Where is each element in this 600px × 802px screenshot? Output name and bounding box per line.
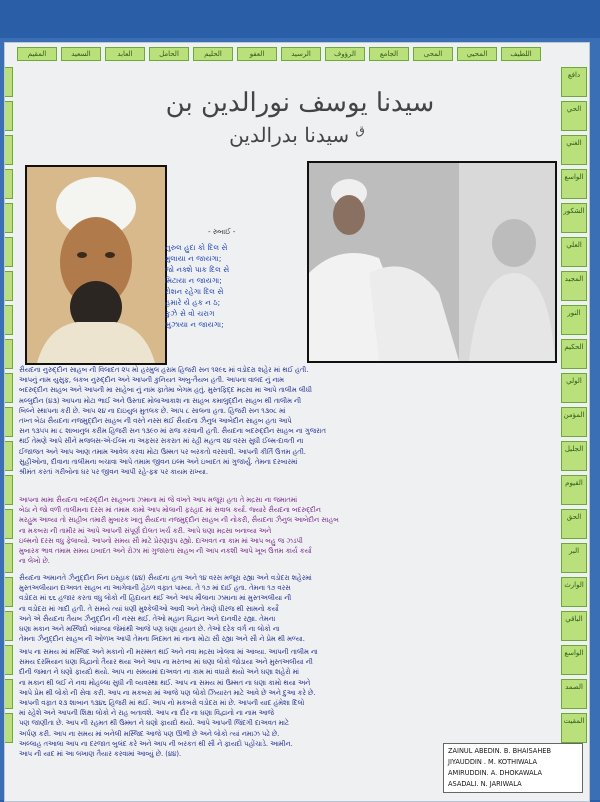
title-line-2: سیدنا بدرالدین <box>229 123 350 147</box>
border-tile <box>4 679 13 709</box>
border-tile <box>4 135 13 165</box>
verse-line: મિટાયા ન જાયગા; <box>165 276 222 285</box>
border-tile <box>4 543 13 573</box>
border-tile: العلي <box>561 237 587 267</box>
page-subtitle <box>95 123 505 147</box>
border-tile: المحى <box>413 47 453 61</box>
border-tile: دافع <box>561 67 587 97</box>
paragraph-line: શ્રીમંત કરતાં ગરીબોના ઘર પર જીવન આપી રહે-ફ્ક્ર પર કાયમ રાખ્યા. <box>19 468 208 476</box>
paragraph-line: આપના મામા સૈયદના બદરુદ્દીન સાહબના ઝમાના માં જે વખતે આપ મજૂરા હતા તે મદ્રસા ના જમાતમાં <box>19 496 298 504</box>
poster <box>4 42 590 802</box>
border-tile: الصمد <box>561 679 587 709</box>
page-title <box>95 88 505 118</box>
title-mark: ق <box>355 123 365 137</box>
border-tile: الحليم <box>193 47 233 61</box>
paragraph-line: અને એ સૈયદના તૈયબ ઝૈનુદ્દીન ની નસ્સ થઈ. તેઓ મહાન વિદ્વાન અને દાનવીર રહ્યા. તેમના <box>19 614 276 623</box>
paragraph-line: સન ૧૩૫૫ મા ૮ શાબાનુલ કરીમ હિજરી સન ૧૩૯૦ માં રાજ કરવાની હતી. સૈયદના બદરુદ્દીન સાહબ ના ગુજરાત <box>19 427 326 436</box>
border-tile: الحي <box>561 101 587 131</box>
display-board <box>0 38 600 800</box>
border-tile: الرؤوف <box>325 47 365 61</box>
paragraph-line: મુબારક ભાવ તમામ સમય ઇબાદત અને રોઝા માં ગુજારતા સાહબ ની આપ નકશી આપે ખૂબ ઉત્તમ કાર્ય કર્યા <box>19 547 312 555</box>
border-tile: الوارث <box>561 577 587 607</box>
border-tile: الحق <box>561 509 587 539</box>
verse-line: રોશન રહેગા દિલ સે <box>165 287 224 296</box>
border-tile <box>4 713 13 743</box>
paragraph-line: સમય દરમિયાન ઘણા વિદ્વાનો તૈયાર થયા અને આપ ના મરતબા માં ઘણા લોકો જોડાયા અને મુસ્તઅલીયા ની <box>19 658 313 667</box>
border-tile: الحامل <box>149 47 189 61</box>
border-tile: المقيت <box>561 713 587 743</box>
border-tile <box>4 271 13 301</box>
quatrain-heading: - રુબાઈ - <box>208 228 236 236</box>
paragraph-line: ના મકાન થી લઈ ને નવા મોહલ્લા સુધી ની વ્યવસ્થા થઈ. આપ ના સમય માં ઉમ્મત ના ઘણા કામો થયા અને <box>19 678 311 687</box>
border-tile: العابد <box>105 47 145 61</box>
verse-line: મુલાયા ન જાયગા; <box>165 254 222 263</box>
border-tile <box>4 67 13 97</box>
border-tile: السعيد <box>61 47 101 61</box>
paragraph-line: ઈજાજત અને આપ આણ તમામ આવેલ કરવા મોટા ઉમ્મત પર બરકતો વરસાવી. આપની કીર્તિ ઉત્તમ હતી. <box>19 447 306 456</box>
border-tile <box>4 237 13 267</box>
border-tile <box>4 101 13 131</box>
border-tile <box>4 373 13 403</box>
paragraph-line: આપે પ્રેમ થી લોકો ની સેવા કરી. આપ ના મકબરા માં આજે પણ લોકો ઝિયારત માટે આવે છે અને દુઆ કરે છે. <box>19 688 316 697</box>
paragraph-line: સૈયદના અમાનતે ઝૈનુદ્દીન બિન ઇસ્હાક (૪૪) સૈયદના હતા અને ૧૪ વરસ મજૂરા રહ્યા અને વડોદરા શહેરમાં <box>19 574 312 582</box>
paragraph-line: ના લેખો છે. <box>19 557 50 566</box>
paragraph-line: બિલ્ને સ્થાપના કરી છે. આપ ૨૪ ના દાઇયુલ મુતલક છે. આપ ૮ સાલના હતા. હિજરી સન ૧૩૦૮ માં <box>19 406 286 415</box>
border-tile: الباقي <box>561 611 587 641</box>
border-tile <box>4 475 13 505</box>
paragraph-line: બદરુદ્દીન સાહબ અને આપની મા સાહેબા નું નામ ફાતેમા બેગમ હતું. મુસ્તફિદ્દ મદ્રસા મા આપે તાલીમ લીધી <box>19 386 312 395</box>
verse-line: બુઝાયા ન જાયગા; <box>165 320 224 329</box>
paragraph-line: અર્પણ કરી. આપ ના સમય માં બનેલી મસ્જિદ આજે પણ ઊભી છે અને લોકો ત્યાં નમાઝ પઢે છે. <box>19 729 280 738</box>
border-tile <box>4 169 13 199</box>
border-tile <box>4 645 13 675</box>
border-tile: الواسع <box>561 169 587 199</box>
paragraph-line: અલ્લાહ તઆલા આપ ના દરજાત બુલંદ કરે અને આપ ની બરકત થી સૌ ને ફાયદો પહોંચાડે. આમીન. <box>19 739 293 748</box>
border-tile: الجامع <box>369 47 409 61</box>
verse-line: જો નક્શે પાક દિલ સે <box>165 265 230 274</box>
border-tile: البر <box>561 543 587 573</box>
border-tile: المؤمن <box>561 407 587 437</box>
border-tile: العفو <box>237 47 277 61</box>
border-tile: المحيي <box>457 47 497 61</box>
paragraph-line: તેમના ઝૈનુદ્દીન સાહબ ની ઓળખ આપી તેમના ખિદમત માં નાના મોટા સૌ રહ્યા અને સૌ ને પ્રેમ થી મળ્યા. <box>19 635 305 644</box>
border-tile: اللطيف <box>501 47 541 61</box>
paragraph-line: ઇલ્મનો દરસ વધુ ફેલાવ્યો. આપનો સમય સૌ માટે પ્રેરણારૂપ રહ્યો. દાઅવત ના કામ માં આપ બહુ જ ઝડપી <box>19 536 303 545</box>
border-tile <box>4 203 13 233</box>
border-tile: الشكور <box>561 203 587 233</box>
credit-line: ZAINUL ABEDIN. B. BHAISAHEB <box>448 747 551 755</box>
paragraph-line: સૈયદના નુરુદ્દીન સાહબ ની વિલાદત ૨૫ મો હરમુલ હરામ હિજરી સન ૧૨૯૬ માં વડોદરા શહેર માં થઈ હતી. <box>19 366 309 374</box>
paragraph-line: માં રહેશે અને આપની શિક્ષા લોકો ને રાહ બતાવશે. આપ ના દૌર ના ઘણા વિદ્વાનો ના નામ આજે <box>19 709 274 718</box>
group-photo-illustration <box>309 163 555 361</box>
paragraph-line: વડોદરા માં ૬૬ હજાર કરતા વધુ લોકો ની હિદાયત થઈ અને આપ મૌલાના ઝમાના માં મુસ્તઅલીયા ની <box>19 594 292 603</box>
paragraph-line: આપની વફાત ૨૩ શાબાન ૧૩૪૬ હિજરી માં થઈ. આપ નો મકબરો વડોદરા માં છે. આપની યાદ હંમેશા દિલો <box>19 699 305 707</box>
border-tile: الجليل <box>561 441 587 471</box>
credit-line: JIYAUDDIN . M. KOTHIWALA <box>448 758 538 766</box>
verse-line: હમારે યે હક ન ઠ; <box>165 298 221 307</box>
border-tile <box>4 509 13 539</box>
paragraph-line: દીની જમાત ને ઘણો ફાયદો થયો. આપ ના સમયમાં દાઅવત ના કામ માં વધારો થયો અને ઘણા શહેરો માં <box>19 668 300 677</box>
paragraph-line: ઘણા મકાન અને મસ્જિદો બંધાવ્યા જેમાંથી આજે પણ ઘણા હયાત છે. તેઓ દરેક વર્ગ ના લોકો ના <box>19 625 280 633</box>
paragraph-line: મરહુમ આવ્યા તો સાહીબ તમારી મુબારક ખાતુ સૈયદના નજમુદ્દીન સાહબ ની નોકરી, સૈયદના ઝૈનુલ આબેદીન સાહબ <box>19 516 339 525</box>
border-tile <box>4 577 13 607</box>
border-tile: الغني <box>561 135 587 165</box>
border-tile: الرسيد <box>281 47 321 61</box>
verse-line: કુઝે સે વો ચરાગ <box>165 309 215 318</box>
border-tile <box>4 305 13 335</box>
title-line-1: سیدنا یوسف نورالدین بن <box>165 88 435 118</box>
border-tile: المجيد <box>561 271 587 301</box>
verse-line: નુરુલ હુદા કો દિલ સે <box>165 243 228 252</box>
paragraph-line: બેઠા ને જો વળી તાલીમના દરસ માં તમામ કામો આપ મોલાની ફરહાદ માં સવાલ કર્યા. જ્યારે સૈયદના બદરુદ્દીન <box>19 506 321 515</box>
border-tile: القيوم <box>561 475 587 505</box>
paragraph-line: ના મકબરા ની તામીર માં આપે આપની સંપૂર્ણ દોલત ખર્ચ કરી. આપે ઘણા મદ્રસા બનાવ્યા અને <box>19 526 272 535</box>
border-tile: النور <box>561 305 587 335</box>
paragraph-line: સુહીઓના, દીવાના તાલીમના બચાવા આપે તમામ જીવન ઇલ્મ અને ઇબાદત માં ગુજાર્યું. તેમના દરબારમાં <box>19 457 298 466</box>
paragraph-line: પણ જાણીતા છે. આપ ની રહમત થી ઉમ્મત ને ઘણો ફાયદો થયો. આપે આપની જિંદગી દાઅવત માટે <box>19 719 289 728</box>
paragraph-line: ના વડોદરા માં ગાદી હતી. તે સમયે ત્યાં ઘણી મુશ્કેલીઓ આવી અને તેમણે ધીરજ થી સામનો કર્યો <box>19 604 279 613</box>
paragraph-line: મુસ્તઅલીયાન દાઅવત સાહબ ના આગેવાની હેઠળ વફાત પામ્યા. તે ૧૭ માં દાઈ હતા. તેમના ૧૭ વરસ <box>19 584 291 593</box>
portrait-illustration <box>27 167 165 363</box>
paragraph-line: આપ ની યાદ માં આ લખાણ તૈયાર કરવામાં આવ્યું છે. (૪૪). <box>19 750 182 758</box>
paragraph-line: આપનું નામ યુસુફ, લકબ નુરુદ્દીન અને આપની કુનિયત અબુ-તૈયબ હતી. આપના વાલદ નું નામ <box>19 376 284 385</box>
credits-box <box>443 743 583 793</box>
paragraph-line: આપ ના સમય માં મસ્જિદ અને મકાનો ની મરમ્મત થઈ અને નવા મદ્રસા ખોલવા માં આવ્યા. આપની તાલીમ ના <box>19 648 318 656</box>
border-tile: الولي <box>561 373 587 403</box>
border-tile <box>4 441 13 471</box>
paragraph-line: થઈ તેમણે આપે સીને મજલસ-એ-ઈલ્મ ના અફસર સકરાત માં રહી મહત્વ ૨૪ વરસ સુધી ઈલ્મ-દાવતી ના <box>19 437 304 446</box>
paragraph-line: મલ્લુદીન (૪૩) આપના મોટા ભાઈ અને ઉસ્તાદ મોલાઆકાશ ના સાહબ કમાલુદ્દીન સાહબ થી તાલીમ ની <box>19 396 302 405</box>
border-tile <box>4 611 13 641</box>
border-tile: الحكيم <box>561 339 587 369</box>
portrait-photo <box>25 165 167 365</box>
group-photo <box>307 161 557 363</box>
credit-line: ASADALI. N. JARIWALA <box>448 780 522 788</box>
paragraph-line: તખ્ત બેઠા સૈયદના નજમુદ્દીન સાહબ ની વસ્તે નસ્સ થઈ સૈયદના ઝૈનુલ આબેદીન સાહબ હતા આપે <box>19 417 292 425</box>
border-tile <box>4 407 13 437</box>
border-tile <box>4 339 13 369</box>
border-tile: المقيم <box>17 47 57 61</box>
credit-line: AMIRUDDIN. A. DHOKAWALA <box>448 769 542 777</box>
border-tile: الواسع <box>561 645 587 675</box>
